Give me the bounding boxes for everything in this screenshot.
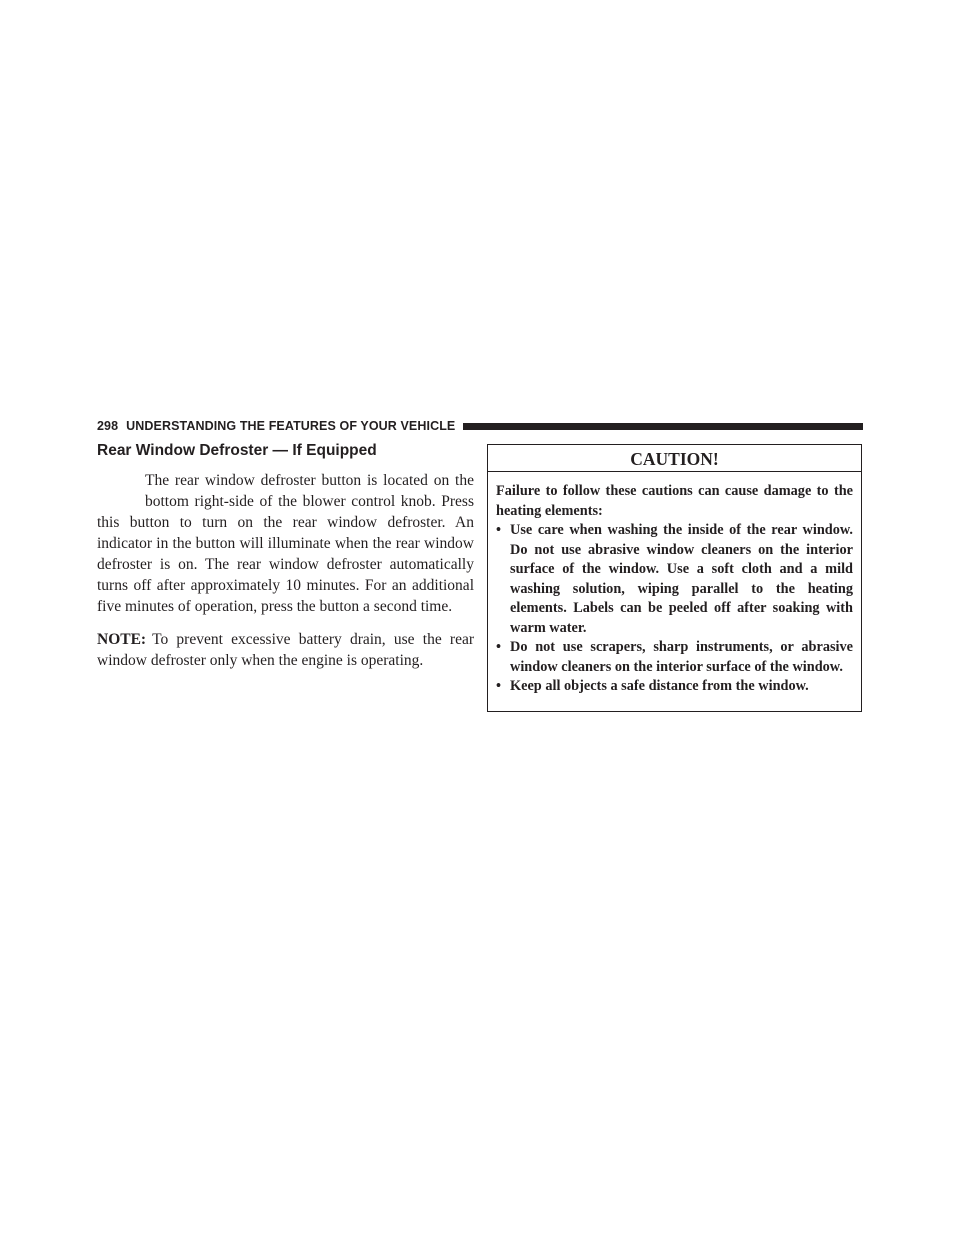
caution-item-1	[496, 521, 853, 638]
caution-item-text: Do not use scrapers, sharp instruments, or abrasive window cleaners on the interior surface of the window.	[510, 639, 853, 675]
caution-intro: Failure to follow these cautions can cause damage to the heating elements:	[496, 483, 853, 519]
bullet-icon: •	[496, 678, 502, 694]
page-number: 298	[97, 419, 119, 433]
bullet-icon: •	[496, 639, 502, 655]
bullet-icon: •	[496, 522, 502, 538]
left-column	[97, 442, 474, 671]
rear-defroster-icon-space	[97, 470, 145, 510]
caution-item-3	[496, 677, 853, 697]
caution-item-text: Keep all objects a safe distance from the window.	[510, 678, 809, 694]
header-rule	[463, 423, 863, 430]
note-label: NOTE:	[97, 631, 147, 648]
section-title: UNDERSTANDING THE FEATURES OF YOUR VEHICLE	[126, 419, 456, 433]
defroster-paragraph	[97, 470, 474, 617]
page-header	[97, 418, 863, 434]
defroster-paragraph-text: The rear window defroster button is located on the bottom right-side of the blower control knob. Press this button to turn on the rear window defroster. An indicator in the button will illuminate when the rear window defroster is on. The rear window defroster automatically turns off after approximately 10 minutes. For an additional five minutes of operation, press the button a second time.	[97, 472, 474, 615]
caution-item-2	[496, 638, 853, 677]
caution-item-text: Use care when washing the inside of the rear window. Do not use abrasive window cleaners on the interior surface of the window. Use a soft cloth and a mild washing solution, wiping parallel to the heating elements. Labels can be peeled off after soaking with warm water.	[510, 522, 853, 636]
caution-title: CAUTION!	[488, 445, 861, 472]
section-heading: Rear Window Defroster — If Equipped	[97, 442, 377, 459]
caution-list	[496, 521, 853, 697]
note-text: To prevent excessive battery drain, use the rear window defroster only when the engine is operating.	[97, 631, 474, 669]
caution-content	[488, 472, 861, 697]
caution-box	[487, 444, 862, 712]
note-paragraph	[97, 629, 474, 671]
